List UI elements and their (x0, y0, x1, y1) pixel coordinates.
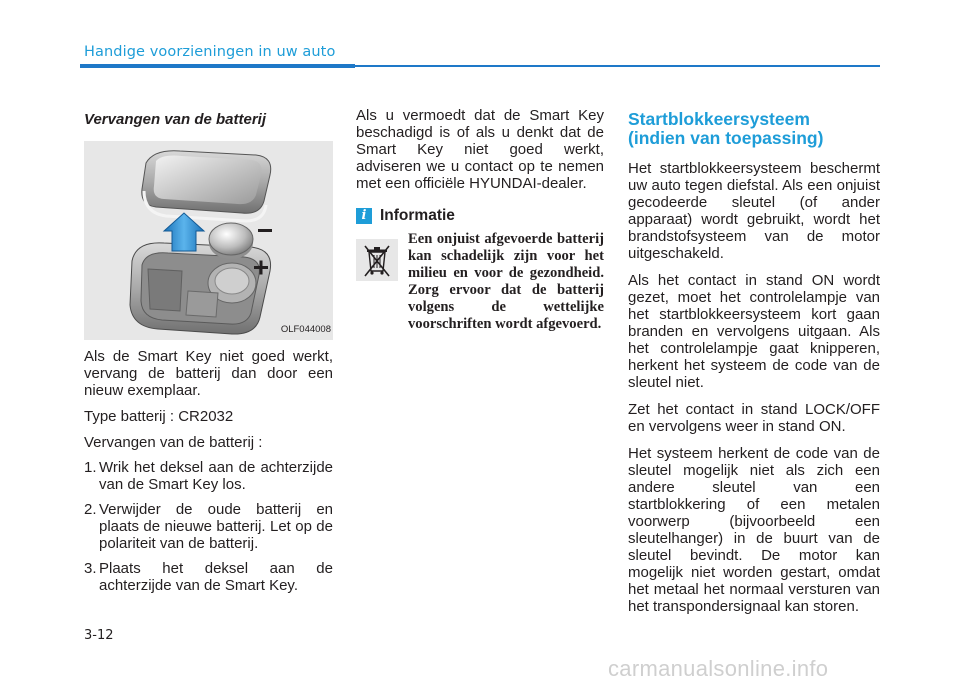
smart-key-battery-illustration (84, 141, 333, 340)
battery-intro: Als de Smart Key niet goed werkt, vervang de batterij dan door een nieuw exemplaar. (84, 348, 333, 399)
smart-key-figure (84, 141, 333, 340)
step-item (84, 560, 333, 594)
step-item (84, 459, 333, 493)
immobilizer-title (628, 110, 880, 148)
immobilizer-paragraph: Zet het contact in stand LOCK/OFF en vervolgens weer in stand ON. (628, 401, 880, 435)
column-dealer-info (356, 107, 604, 333)
info-text: Een onjuist afgevoerde batterij kan schadelijk zijn voor het milieu en voor de gezondheid. Zorg ervoor dat de batterij volgens de wettelijke voorschriften wordt afgevoerd. (408, 231, 604, 332)
column-battery-replacement (84, 111, 333, 594)
info-header (356, 207, 604, 224)
column-immobilizer (628, 110, 880, 615)
immobilizer-paragraph: Als het contact in stand ON wordt gezet, moet het controlelampje van het startblokkeersysteem kort gaan branden en vervolgens uitgaan. Als het controlelampje gaat knipperen, herkent het systeem de code van de sleutel niet. (628, 272, 880, 391)
info-label: Informatie (380, 207, 455, 224)
steps-intro: Vervangen van de batterij : (84, 434, 263, 451)
immobilizer-paragraph: Het systeem herkent de code van de sleutel mogelijk niet als zich een andere sleutel van een startblokkering of een metalen voorwerp (bijvoorbeeld een sleutelhanger) in de buurt van de sleutel bevindt. De motor kan mogelijk niet worden gestart, omdat het metaal het normaal versturen van het transpondersignaal kan storen. (628, 445, 880, 615)
page-number: 3-12 (84, 628, 114, 643)
dealer-paragraph: Als u vermoedt dat de Smart Key beschadigd is of als u denkt dat de Smart Key niet goed werkt, adviseren we u contact op te nemen met een officiële HYUNDAI-dealer. (356, 107, 604, 192)
battery-section-title: Vervangen van de batterij (84, 111, 267, 128)
step-number: 3. (84, 560, 97, 577)
figure-code: OLF044008 (280, 324, 331, 335)
header-rule-thick (80, 64, 355, 68)
battery-type: Type batterij : CR2032 (84, 408, 234, 425)
step-number: 1. (84, 459, 97, 476)
immobilizer-paragraph: Het startblokkeersysteem beschermt uw auto tegen diefstal. Als een onjuist gecodeerde sleutel (of ander apparaat) wordt gebruikt, wordt het brandstofsysteem van de motor uitgeschakeld. (628, 160, 880, 262)
step-text: Wrik het deksel aan de achterzijde van de Smart Key los. (99, 459, 333, 493)
info-box (356, 231, 604, 333)
header-rule-thin (355, 65, 880, 67)
immobilizer-title-line2: (indien van toepassing) (628, 128, 824, 148)
step-text: Plaats het deksel aan de achterzijde van de Smart Key. (99, 560, 333, 594)
info-icon: i (356, 208, 372, 224)
step-number: 2. (84, 501, 97, 518)
step-text: Verwijder de oude batterij en plaats de nieuwe batterij. Let op de polariteit van de batterij. (99, 501, 333, 552)
step-item (84, 501, 333, 552)
immobilizer-title-line1: Startblokkeersysteem (628, 109, 810, 129)
watermark: carmanualsonline.info (608, 656, 829, 681)
crossed-bin-icon (356, 239, 398, 281)
section-header-title: Handige voorzieningen in uw auto (84, 44, 336, 60)
